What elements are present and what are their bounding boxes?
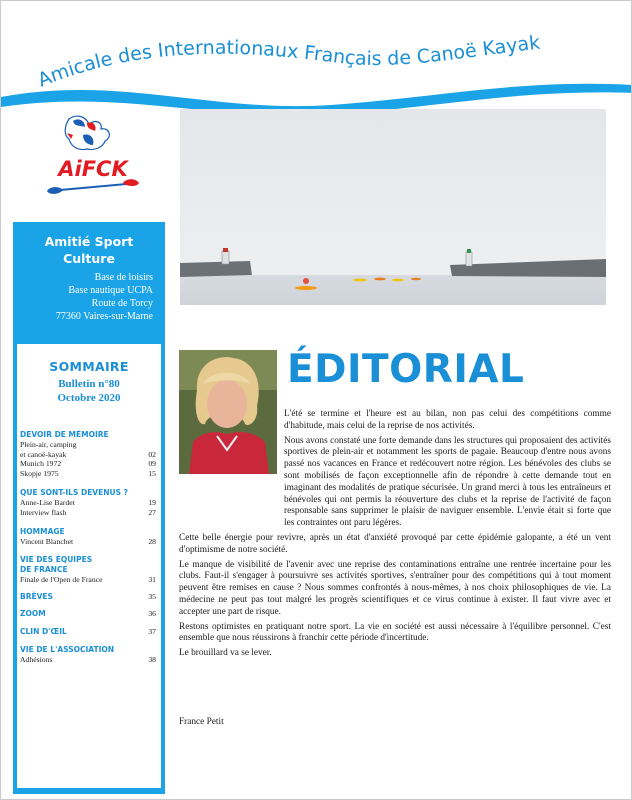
address-line: Base de loisirs bbox=[94, 272, 153, 283]
toc-section bbox=[20, 527, 156, 547]
sidebar-title-line1: Amitié Sport bbox=[44, 234, 134, 249]
address-block bbox=[13, 271, 165, 323]
toc-entry-page: 19 bbox=[148, 498, 156, 507]
toc-entry-label: Vincent Blanchet bbox=[20, 537, 74, 546]
sidebar-title-line2: Culture bbox=[63, 251, 115, 266]
toc-entry[interactable] bbox=[20, 655, 156, 665]
toc-section-heading: QUE SONT-ILS DEVENUS ? bbox=[20, 488, 128, 497]
toc-entry[interactable] bbox=[20, 450, 156, 460]
toc-entry-label: Finale de l'Open de France bbox=[20, 575, 103, 584]
toc-entry-label: Interview flash bbox=[20, 507, 67, 517]
toc-entry[interactable] bbox=[20, 498, 156, 508]
bulletin-number: Bulletin n°80 bbox=[58, 378, 120, 390]
toc-entry-label: Munich 1972 bbox=[20, 459, 62, 468]
toc-entry[interactable] bbox=[20, 469, 156, 479]
toc-entry-page: 28 bbox=[148, 537, 156, 546]
toc-section-heading-cont: DE FRANCE bbox=[20, 565, 68, 574]
banner-title bbox=[35, 32, 541, 92]
table-of-contents bbox=[17, 344, 161, 788]
toc-entry-label: Anne-Lise Bardet bbox=[20, 498, 75, 507]
toc-entry[interactable] bbox=[20, 440, 156, 450]
toc-entry-page: 27 bbox=[148, 507, 156, 517]
sidebar-header bbox=[13, 222, 165, 334]
logo-text: AiFCK bbox=[58, 157, 128, 181]
toc-entry[interactable] bbox=[20, 575, 156, 585]
toc-entry-page: 02 bbox=[148, 449, 156, 459]
toc-entry[interactable] bbox=[20, 508, 156, 518]
toc-entry-page: 38 bbox=[148, 655, 156, 664]
toc-section bbox=[20, 645, 156, 665]
editorial-paragraph: Restons optimistes en pratiquant notre sport. La vie en société est aussi nécessaire à l'équilibre personnel. C'est ensemble que nous réussirons à franchir cette période d'incertitude. bbox=[179, 621, 611, 644]
toc-section bbox=[20, 488, 156, 517]
editorial-headline: ÉDITORIAL bbox=[287, 347, 525, 392]
toc-section-heading: HOMMAGE bbox=[20, 527, 65, 536]
kayak-sea-photo bbox=[180, 109, 606, 305]
editorial-paragraph: L'été se termine et l'heure est au bilan, non pas celui des compétitions comme d'habitude, mais celui de la reprise de nos activités. bbox=[284, 409, 611, 431]
header-banner bbox=[1, 1, 632, 119]
toc-section[interactable] bbox=[20, 609, 156, 619]
toc-section-heading: VIE DE L'ASSOCIATION bbox=[20, 645, 115, 654]
banner-title-text: Amicale des Internationaux Français de Canoë Kayak bbox=[34, 31, 542, 92]
address-line: 77360 Vaires-sur-Marne bbox=[55, 311, 153, 322]
address-line: Route de Torcy bbox=[91, 298, 153, 309]
toc-entry-page bbox=[140, 440, 156, 450]
bulletin-date: Octobre 2020 bbox=[57, 392, 121, 404]
toc-section bbox=[20, 430, 156, 478]
wave-decoration bbox=[1, 1, 632, 119]
toc-section[interactable] bbox=[20, 592, 156, 602]
toc-section-heading: CLIN D'ŒIL bbox=[20, 627, 67, 636]
editorial-paragraph: Le manque de visibilité de l'avenir avec une reprise des contaminations entraîne une rentrée incertaine pour les clubs. Faut-il s'engager à poursuivre ses activités sportives, s'entraîner pour des compétitions qui à tout moment peuvent être remises en cause ? Nous sommes confrontés à nous-mêmes, à nos choix philosophiques de vie. La médecine ne peut pas tout malgré les progrès scientifiques et ce virus continue à exister. Il faut vivre avec et accepter une part de risque. bbox=[179, 559, 611, 617]
toc-section-heading: BRÈVES bbox=[20, 592, 53, 601]
toc-entry-label: et canoë-kayak bbox=[20, 449, 67, 459]
toc-entry-page: 36 bbox=[148, 609, 156, 618]
toc-entry[interactable] bbox=[20, 537, 156, 547]
toc-entry-label: Skopje 1975 bbox=[20, 468, 59, 478]
toc-entry-page: 31 bbox=[148, 575, 156, 584]
editorial-paragraph: Nous avons constaté une forte demande dans les structures qui proposaient des activités sportives de plein-air et notamment les sports de pagaie. Beaucoup d'entre nous avons passé nos vacances en France et redécouvert notre région. Les bénévoles des clubs se sont mobilisés de façon exceptionnelle afin de répondre à cette demande tout en imaginant des modalités de pratique sécurisée. Un grand merci à tous les entraîneurs et bénévoles qui ont permis la réouverture des clubs et la reprise de l'activité de façon responsable sans supprimer le plaisir de naviguer ensemble. L'envie était si forte que les contraintes ont paru légères. bbox=[284, 435, 611, 529]
sidebar bbox=[13, 222, 165, 794]
editorial-paragraph: Le brouillard va se lever. bbox=[179, 648, 272, 659]
toc-entry-page: 09 bbox=[148, 459, 156, 468]
toc-entry-label: Plein-air, camping bbox=[20, 440, 77, 449]
toc-section-heading: DEVOIR DE MÉMOIRE bbox=[20, 430, 109, 439]
toc-section-heading: ZOOM bbox=[20, 609, 46, 618]
aifck-logo bbox=[43, 111, 143, 211]
toc-entry-label: Adhésions bbox=[20, 655, 53, 664]
toc-section-heading: VIE DES ÉQUIPES bbox=[20, 555, 93, 564]
toc-section[interactable] bbox=[20, 627, 156, 637]
toc-entry[interactable] bbox=[20, 459, 156, 469]
toc-entry-page: 37 bbox=[148, 627, 156, 636]
editorial-signature: France Petit bbox=[179, 717, 224, 727]
toc-entry-page: 35 bbox=[148, 592, 156, 601]
editorial-paragraph: Cette belle énergie pour revivre, après un état d'anxiété provoqué par cette épidémie galopante, a été un vent d'optimisme de notre société. bbox=[179, 532, 611, 555]
address-line: Base nautique UCPA bbox=[68, 285, 153, 296]
toc-title: SOMMAIRE bbox=[49, 359, 129, 374]
toc-entry-page: 15 bbox=[148, 468, 156, 478]
editorial-body bbox=[179, 409, 611, 663]
sidebar-title bbox=[13, 222, 165, 267]
toc-section bbox=[20, 555, 156, 585]
